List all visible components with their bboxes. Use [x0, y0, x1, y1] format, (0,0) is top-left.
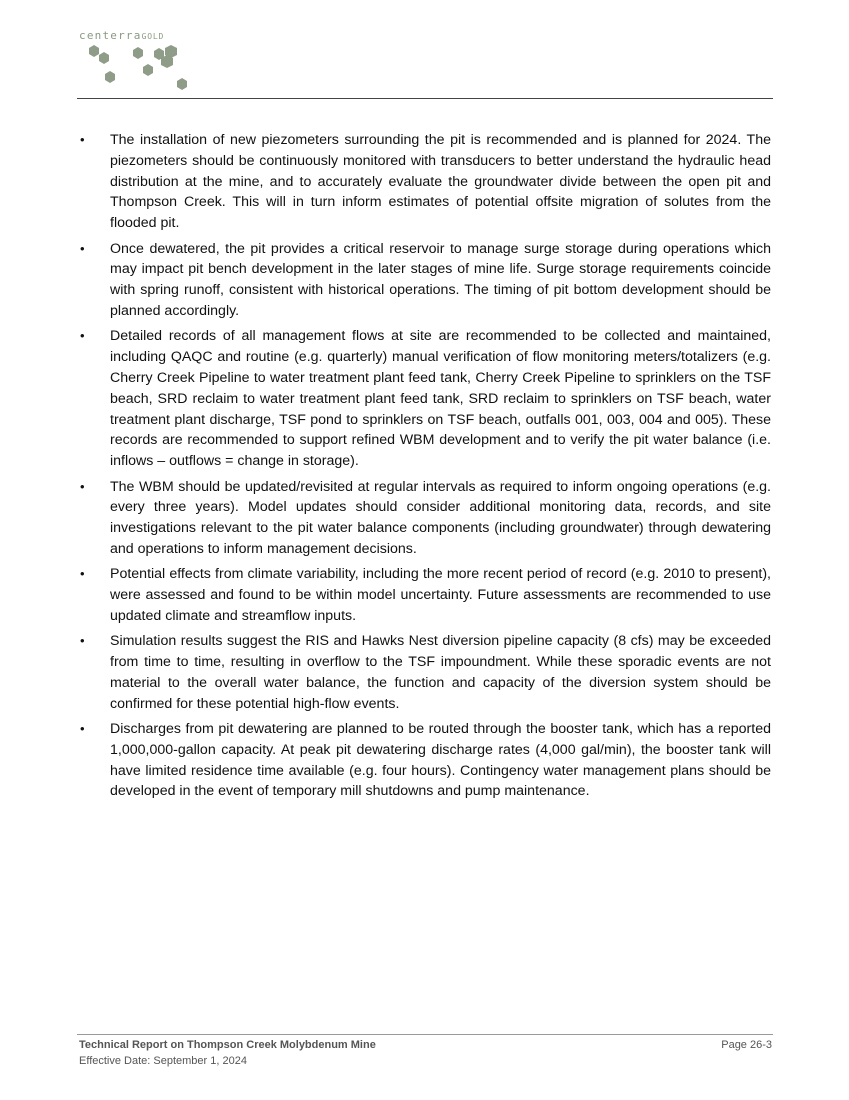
hexagon-icon — [133, 47, 143, 59]
hexagon-icon — [105, 71, 115, 83]
header-divider — [77, 98, 773, 99]
list-item-text: The WBM should be updated/revisited at regular intervals as required to inform ongoing operations (e.g. every three years). Model updates should consider additional monitoring data, records, and site investigations relevant to the pit water balance components (including groundwater) through dewatering and operations to inform management decisions. — [110, 478, 771, 557]
bullet-marker: • — [80, 633, 85, 649]
list-item-text: The installation of new piezometers surrounding the pit is recommended and is planned for 2024. The piezometers should be continuously monitored with transducers to better understand the hydraulic head distribution at the mine, and to accurately evaluate the groundwater divide between the open pit and Thompson Creek. This will in turn inform estimates of potential offsite migration of solutes from the flooded pit. — [110, 132, 771, 232]
recommendations-list — [79, 130, 771, 802]
list-item — [79, 719, 771, 802]
list-item — [79, 477, 771, 560]
page-number: Page 26-3 — [721, 1039, 772, 1051]
list-item-text: Potential effects from climate variability, including the more recent period of record (e.g. 2010 to present), were assessed and found to be within model uncertainty. Future assessments are recommended to use updated climate and streamflow inputs. — [110, 566, 771, 624]
hexagon-icon — [99, 52, 109, 64]
list-item — [79, 239, 771, 322]
bullet-marker: • — [80, 328, 85, 344]
logo-text: centerra — [79, 29, 142, 42]
hexagon-cluster-icon — [79, 43, 209, 95]
list-item — [79, 326, 771, 472]
bullet-marker: • — [80, 566, 85, 582]
hexagon-icon — [89, 45, 99, 57]
footer-report-title: Technical Report on Thompson Creek Molybdenum Mine — [79, 1039, 376, 1051]
list-item-text: Once dewatered, the pit provides a critical reservoir to manage surge storage during operations which may impact pit bench development in the later stages of mine life. Surge storage requirements coincide with spring runoff, consistent with historical operations. The timing of pit bottom development should be planned accordingly. — [110, 240, 771, 319]
footer-effective-date: Effective Date: September 1, 2024 — [79, 1055, 247, 1067]
list-item — [79, 564, 771, 626]
hexagon-icon — [177, 78, 187, 90]
bullet-marker: • — [80, 132, 85, 147]
footer-divider — [77, 1034, 773, 1035]
list-item-text: Discharges from pit dewatering are planned to be routed through the booster tank, which has a reported 1,000,000-gallon capacity. At peak pit dewatering discharge rates (4,000 gal/min), the booster tank will have limited residence time available (e.g. four hours). Contingency water management plans should be developed in the event of temporary mill shutdowns and pump maintenance. — [110, 721, 771, 800]
bullet-marker: • — [80, 721, 85, 737]
bullet-marker: • — [80, 240, 85, 256]
list-item-text: Detailed records of all management flows at site are recommended to be collected and maintained, including QAQC and routine (e.g. quarterly) manual verification of flow monitoring meters/totalizers (e.g. Cherry Creek Pipeline to water treatment plant feed tank, Cherry Creek Pipeline to sprinklers on the TSF beach, SRD reclaim to water treatment plant feed tank, SRD reclaim to sprinklers on TSF beach, water treatment plant discharge, TSF pond to sprinklers on TSF beach, outfalls 001, 003, 004 and 005). These records are recommended to support refined WBM development and to verify the pit water balance (i.e. inflows – outflows = change in storage). — [110, 328, 771, 470]
list-item — [79, 130, 771, 234]
list-item — [79, 631, 771, 714]
logo-wordmark — [79, 29, 164, 42]
company-logo — [79, 29, 209, 95]
hexagon-icon — [143, 64, 153, 76]
bullet-marker: • — [80, 478, 85, 494]
document-body — [79, 130, 771, 807]
logo-text-gold: GOLD — [141, 32, 165, 41]
list-item-text: Simulation results suggest the RIS and Hawks Nest diversion pipeline capacity (8 cfs) may be exceeded from time to time, resulting in overflow to the TSF impoundment. While these sporadic events are not material to the overall water balance, the function and capacity of the diversion system should be confirmed for these potential high-flow events. — [110, 633, 771, 712]
